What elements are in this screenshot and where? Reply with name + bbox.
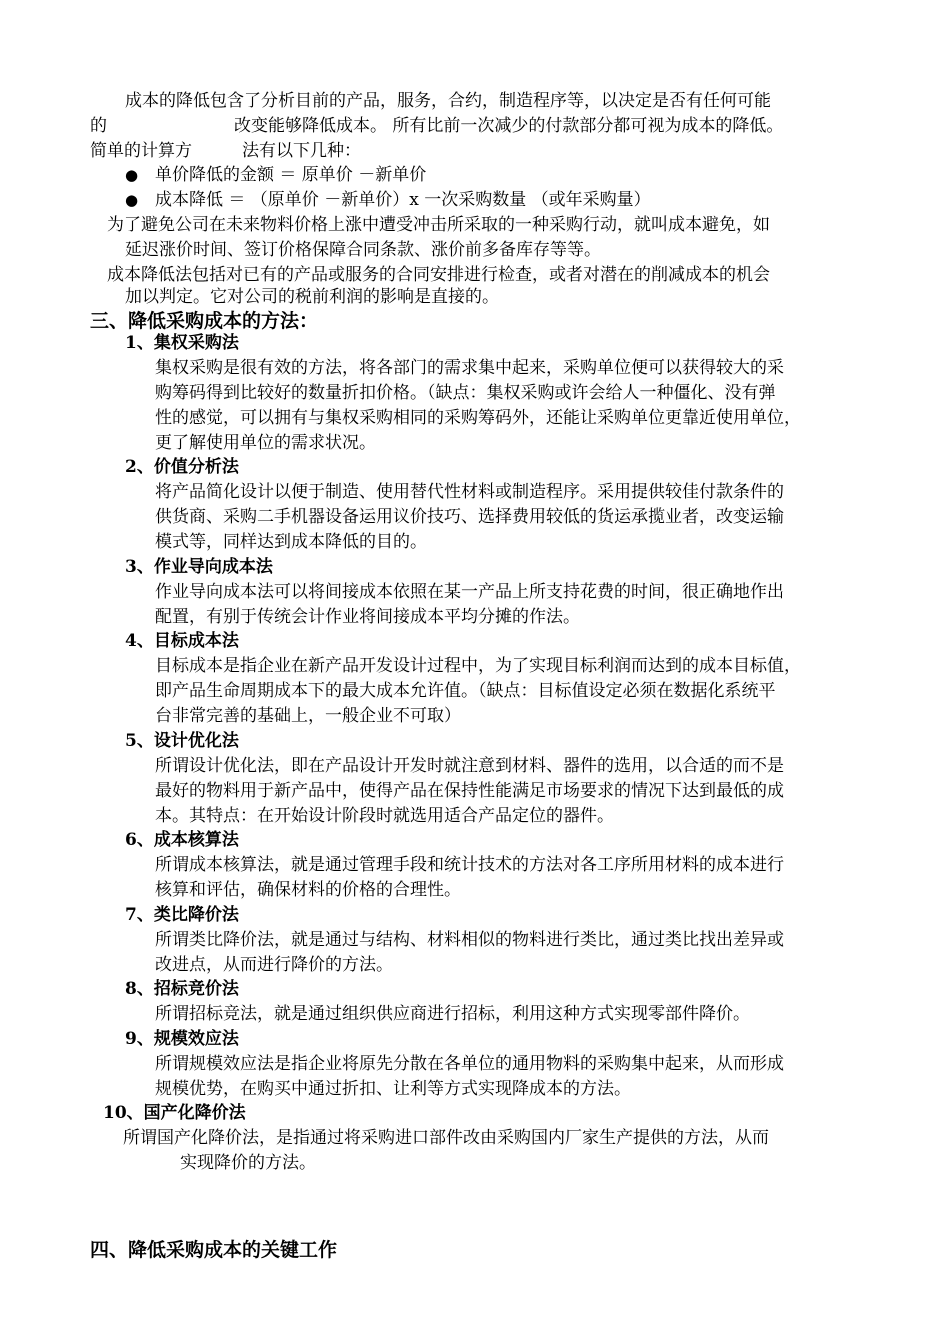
bullet-icon: ● [125, 191, 139, 209]
method-10-title: 10、国产化降价法 [103, 1103, 246, 1123]
method-7-line: 改进点，从而进行降价的方法。 [155, 955, 393, 975]
method-2-title: 2、价值分析法 [125, 457, 239, 477]
bullet-item-1: 单价降低的金额 ＝ 原单价 －新单价 [155, 165, 427, 185]
method-4-line: 即产品生命周期成本下的最大成本允许值。（缺点：目标值设定必须在数据化系统平 [155, 681, 776, 701]
method-3-title: 3、作业导向成本法 [125, 557, 273, 577]
reduction-line-1: 成本降低法包括对已有的产品或服务的合同安排进行检查，或者对潜在的削减成本的机会 [107, 265, 770, 285]
method-1-line: 性的感觉，可以拥有与集权采购相同的采购筹码外，还能让采购单位更靠近使用单位， [155, 408, 801, 428]
method-6-title: 6、成本核算法 [125, 830, 239, 850]
method-9-line: 规模优势，在购买中通过折扣、让利等方式实现降成本的方法。 [155, 1079, 631, 1099]
method-8-line: 所谓招标竞法，就是通过组织供应商进行招标，利用这种方式实现零部件降价。 [155, 1004, 750, 1024]
method-8-title: 8、招标竞价法 [125, 979, 239, 999]
method-5-title: 5、设计优化法 [125, 731, 239, 751]
method-3-line: 配置，有别于传统会计作业将间接成本平均分摊的作法。 [155, 607, 580, 627]
method-5-line: 所谓设计优化法，即在产品设计开发时就注意到材料、器件的选用，以合适的而不是 [155, 756, 784, 776]
method-2-line: 模式等，同样达到成本降低的目的。 [155, 532, 427, 552]
intro-line-2b: 改变能够降低成本。 所有比前一次减少的付款部分都可视为成本的降低。 [234, 116, 784, 136]
intro-line-1: 成本的降低包含了分析目前的产品，服务，合约，制造程序等，以决定是否有任何可能 [125, 91, 771, 111]
method-1-line: 集权采购是很有效的方法，将各部门的需求集中起来，采购单位便可以获得较大的采 [155, 358, 784, 378]
reduction-line-2: 加以判定。它对公司的税前利润的影响是直接的。 [125, 287, 499, 307]
section-4-title: 四、降低采购成本的关键工作 [90, 1239, 338, 1261]
intro-line-2 [90, 114, 783, 138]
method-7-title: 7、类比降价法 [125, 905, 239, 925]
method-6-line: 核算和评估，确保材料的价格的合理性。 [155, 880, 461, 900]
method-10-line: 实现降价的方法。 [180, 1153, 316, 1173]
method-6-line: 所谓成本核算法，就是通过管理手段和统计技术的方法对各工序所用材料的成本进行 [155, 855, 784, 875]
method-10-line: 所谓国产化降价法，是指通过将采购进口部件改由采购国内厂家生产提供的方法，从而 [123, 1128, 769, 1148]
intro-line-3 [90, 139, 361, 163]
method-4-line: 台非常完善的基础上，一般企业不可取） [155, 706, 461, 726]
method-2-line: 供货商、采购二手机器设备运用议价技巧、选择费用较低的货运承揽业者，改变运输 [155, 507, 784, 527]
section-3-title: 三、降低采购成本的方法： [90, 310, 319, 332]
method-1-line: 购筹码得到比较好的数量折扣价格。（缺点：集权采购或许会给人一种僵化、没有弹 [155, 383, 776, 403]
method-9-title: 9、规模效应法 [125, 1029, 239, 1049]
method-1-title: 1、集权采购法 [125, 333, 239, 353]
bullet-item-2: 成本降低 ＝ （原单价 －新单价）x 一次采购数量 （或年采购量） [155, 190, 651, 210]
method-9-line: 所谓规模效应法是指企业将原先分散在各单位的通用物料的采购集中起来，从而形成 [155, 1054, 784, 1074]
intro-line-3b: 法有以下几种： [242, 141, 361, 161]
method-3-line: 作业导向成本法可以将间接成本依照在某一产品上所支持花费的时间，很正确地作出 [155, 582, 784, 602]
bullet-icon: ● [125, 166, 139, 184]
method-7-line: 所谓类比降价法，就是通过与结构、材料相似的物料进行类比，通过类比找出差异或 [155, 930, 784, 950]
method-5-line: 最好的物料用于新产品中，使得产品在保持性能满足市场要求的情况下达到最低的成 [155, 781, 784, 801]
avoidance-line-2: 延迟涨价时间、签订价格保障合同条款、涨价前多备库存等等。 [125, 240, 601, 260]
method-4-title: 4、目标成本法 [125, 631, 239, 651]
method-5-line: 本。其特点：在开始设计阶段时就选用适合产品定位的器件。 [155, 806, 614, 826]
intro-line-3a: 简单的计算方 [90, 141, 192, 161]
intro-line-2a: 的 [90, 116, 107, 136]
method-2-line: 将产品简化设计以便于制造、使用替代性材料或制造程序。采用提供较佳付款条件的 [155, 482, 784, 502]
method-1-line: 更了解使用单位的需求状况。 [155, 433, 376, 453]
avoidance-line-1: 为了避免公司在未来物料价格上涨中遭受冲击所采取的一种采购行动，就叫成本避免，如 [107, 215, 770, 235]
method-4-line: 目标成本是指企业在新产品开发设计过程中，为了实现目标利润而达到的成本目标值， [155, 656, 801, 676]
